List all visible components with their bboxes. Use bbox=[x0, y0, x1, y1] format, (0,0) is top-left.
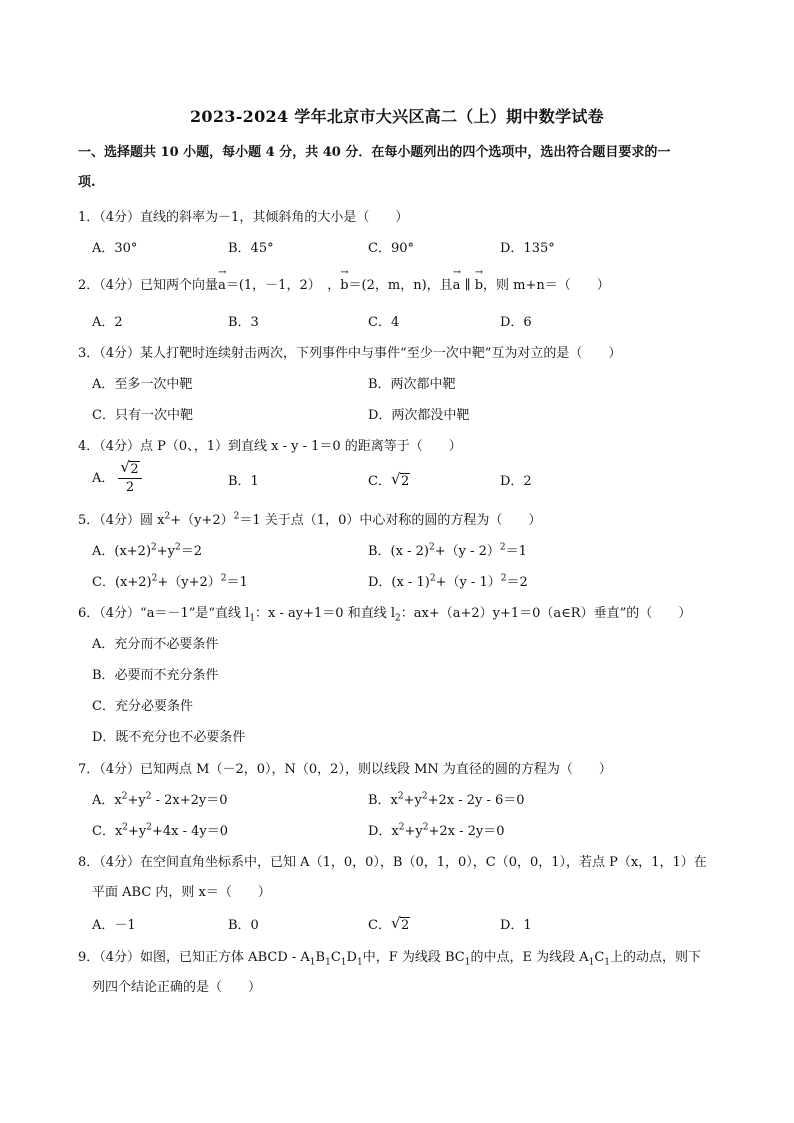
question-9-line2: 列四个结论正确的是（ ） bbox=[92, 980, 262, 995]
square-root: √ 2 bbox=[390, 914, 410, 933]
question-stem-post: ，则 m+n＝（ ） bbox=[483, 278, 610, 293]
q3-option-d: D．两次都没中靶 bbox=[368, 408, 470, 423]
question-stem: ．（4分）已知两点 M（－2，0），N（0，2），则以线段 MN 为直径的圆的方程为（ ） bbox=[86, 762, 612, 777]
question-number: 7 bbox=[78, 762, 87, 777]
q8-option-b: B．0 bbox=[228, 918, 259, 933]
q5-option-d: D．(x - 1)$^2$+（y - 1）$^2$＝2 bbox=[368, 573, 528, 590]
q8-option-d: D．1 bbox=[500, 918, 532, 933]
section-header bbox=[78, 138, 728, 198]
question-number: 9 bbox=[78, 950, 87, 965]
parallel-vector-a: → a bbox=[452, 267, 462, 293]
question-1 bbox=[78, 206, 408, 225]
question-3 bbox=[78, 342, 621, 361]
q1-option-b: B．45° bbox=[228, 241, 274, 256]
q8-option-a: A．－1 bbox=[92, 918, 136, 933]
question-number: 3 bbox=[78, 346, 87, 361]
parallel-symbol: ∥ bbox=[460, 278, 475, 293]
radical-icon: √ bbox=[390, 470, 401, 488]
radical-icon: √ bbox=[390, 914, 401, 932]
q6-option-b: B．必要而不充分条件 bbox=[92, 668, 219, 683]
question-number: 8 bbox=[78, 855, 87, 870]
section-header-line1: 一、选择题共 10 小题，每小题 4 分，共 40 分．在每小题列出的四个选项中，选出符合题目要求的一 bbox=[78, 145, 671, 160]
question-stem: ．（4分）直线的斜率为－1，其倾斜角的大小是（ ） bbox=[86, 210, 409, 225]
question-7 bbox=[78, 758, 612, 777]
q5-option-a: A．$(x+2)^2+y^2=2$ bbox=[92, 542, 203, 559]
fraction: √ 2 2 bbox=[118, 462, 141, 495]
q3-option-a: A．至多一次中靶 bbox=[92, 377, 193, 392]
q1-option-a: A．30° bbox=[92, 241, 138, 256]
q2-option-a: A．2 bbox=[92, 315, 123, 330]
radical-icon: √ bbox=[120, 458, 130, 476]
q4-option-b: B．1 bbox=[228, 474, 259, 489]
square-root: √ 2 bbox=[120, 458, 139, 477]
q3-option-c: C．只有一次中靶 bbox=[92, 408, 193, 423]
q2-option-b: B．3 bbox=[228, 315, 259, 330]
page-title: 2023-2024 学年北京市大兴区高二（上）期中数学试卷 bbox=[190, 107, 604, 126]
vector-b-value: ＝(2，m，n)，且 bbox=[348, 278, 453, 293]
question-5: 5．（4分）圆 $x^2+(y+2)^2=1$ 关于点（1，0）中心对称的圆的方程为（ ） bbox=[78, 511, 542, 528]
q7-option-c: C．$x^2+y^2+4x - 4y=0$ bbox=[92, 822, 229, 839]
q5-option-b: B．(x - 2)$^2$+（y - 2）$^2$＝1 bbox=[368, 542, 527, 559]
question-8 bbox=[78, 851, 707, 870]
q2-option-c: C．4 bbox=[368, 315, 400, 330]
vector-a-value: ＝(1，－1，2） ， bbox=[225, 278, 341, 293]
question-2 bbox=[78, 267, 610, 293]
section-header-line2: 项. bbox=[78, 175, 96, 190]
q6-option-d: D．既不充分也不必要条件 bbox=[92, 730, 246, 745]
q7-option-b: B．$x^2+y^2+2x - 2y - 6=0$ bbox=[368, 791, 525, 808]
question-number: 2 bbox=[78, 278, 87, 293]
q1-option-d: D．135° bbox=[500, 241, 555, 256]
vector-b: → b bbox=[340, 267, 349, 293]
question-stem-line1: ．（4分）在空间直角坐标系中，已知 A（1，0，0），B（0，1，0），C（0，0，1），若点 P（x，1，1）在 bbox=[86, 855, 707, 870]
q6-option-c: C．充分必要条件 bbox=[92, 699, 193, 714]
q8-option-c: C． √ 2 bbox=[368, 914, 410, 933]
square-root: √ 2 bbox=[390, 470, 410, 489]
question-4 bbox=[78, 435, 462, 454]
q3-option-b: B．两次都中靶 bbox=[368, 377, 456, 392]
q4-option-c: C． √ 2 bbox=[368, 470, 410, 489]
q4-option-a: A． √ 2 2 bbox=[92, 462, 142, 495]
question-6: 6．（4分）“a＝－1”是“直线 $l_1$：x - ay+1＝0 和直线 $l_2$：ax+（a+2）y+1＝0（a∈R）垂直”的（ ） bbox=[78, 606, 692, 624]
q6-option-a: A．充分而不必要条件 bbox=[92, 637, 219, 652]
question-stem-pre: ．（4分）已知两个向量 bbox=[86, 278, 219, 293]
q4-option-d: D．2 bbox=[500, 474, 532, 489]
q2-option-d: D．6 bbox=[500, 315, 532, 330]
question-number: 4 bbox=[78, 439, 87, 454]
q1-option-c: C．90° bbox=[368, 241, 414, 256]
question-stem: ．（4分）某人打靶时连续射击两次，下列事件中与事件“至少一次中靶”互为对立的是（ ） bbox=[86, 346, 622, 361]
question-number: 1 bbox=[78, 210, 87, 225]
vector-arrow-icon: → bbox=[340, 267, 349, 278]
question-8-line2: 平面 ABC 内，则 x＝（ ） bbox=[92, 885, 271, 900]
question-number: 5 bbox=[78, 513, 87, 528]
question-number: 6 bbox=[78, 606, 87, 621]
q7-option-a: A．$x^2+y^2 - 2x+2y=0$ bbox=[92, 791, 228, 808]
vector-arrow-icon: → bbox=[218, 267, 227, 278]
parallel-vector-b: → b bbox=[474, 267, 484, 293]
question-9: 9．（4分）如图，已知正方体 ABCD - $A_1B_1C_1D_1$中，F 为线段 $BC_1$的中点，E 为线段 $A_1C_1$上的动点，则下 bbox=[78, 950, 702, 968]
q5-option-c: C．$(x+2)^2+(y+2)^2=1$ bbox=[92, 573, 248, 590]
vector-arrow-icon: → bbox=[452, 267, 462, 278]
question-stem: ．（4分）点 P（0、，1）到直线 x - y - 1＝0 的距离等于（ ） bbox=[86, 439, 462, 454]
vector-a: → a bbox=[218, 267, 227, 293]
q7-option-d: D．$x^2+y^2+2x - 2y=0$ bbox=[368, 822, 505, 839]
vector-arrow-icon: → bbox=[474, 267, 484, 278]
